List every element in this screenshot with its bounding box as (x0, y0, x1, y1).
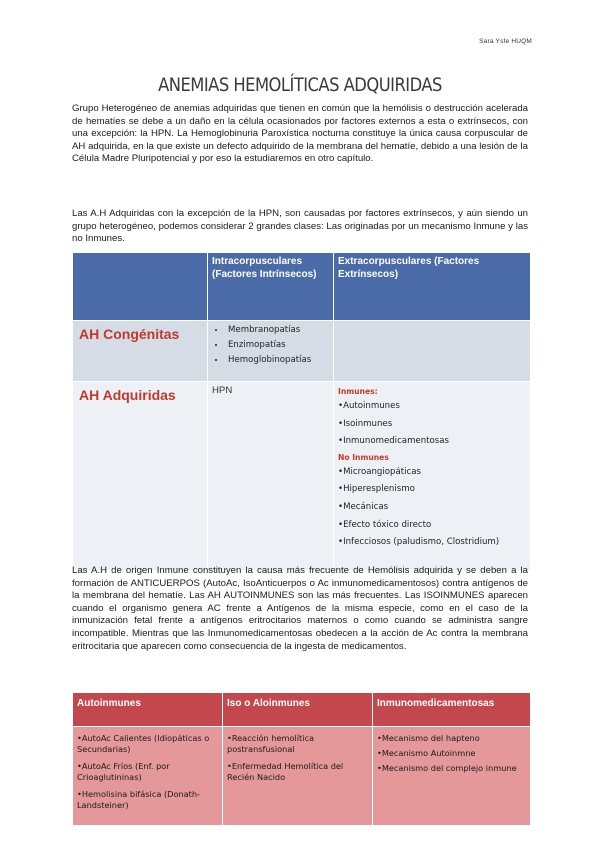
cell-congenitas-intra (208, 321, 334, 382)
header-author: Sara Ysfe HUQM (479, 38, 532, 45)
inmune-types-header (73, 693, 531, 727)
intro-paragraph: Grupo Heterogéneo de anemias adquiridas que tienen en común que la hemólisis o destrucción acelerada de hematíes se debe a un daño en la célula ocasionados por factores externos a esta o extrínsecos, con una excepción: la HPN. La Hemoglobinuria Paroxística nocturna constituye la única causa corpuscular de AH adquirida, en la que existe un defecto adquirido de la membrana del hematíe, debido a una lesión de la Célula Madre Pluripotencial y por eso la estudiaremos en otro capítulo. (72, 103, 528, 165)
list-item: • Enzimopatías (226, 338, 333, 353)
header-extracorpusculares: Extracorpusculares (Factores Extrínsecos) (334, 253, 531, 321)
classification-table (72, 252, 531, 571)
no-inmunes-label: No Inmunes (338, 452, 389, 462)
header-autoinmunes: Autoinmunes (73, 693, 223, 727)
list-item: •Efecto tóxico directo (338, 519, 432, 530)
header-intracorpusculares: Intracorpusculares (Factores Intrínsecos) (208, 253, 334, 321)
list-item: •Autoinmunes (338, 401, 400, 411)
list-item: •Hiperesplenismo (338, 484, 415, 495)
inmune-types-table (72, 692, 531, 826)
list-item: •Hemolisina bifásica (Donath-Landsteiner) (77, 789, 201, 810)
list-item: •Enfermedad Hemolítica del Recién Nacido (227, 761, 344, 782)
cell-adquiridas-intra: HPN (208, 382, 334, 571)
list-item: • Hemoglobinopatías (226, 353, 333, 368)
header-isoinmunes: Iso o Aloinmunes (223, 693, 373, 727)
inmunes-label: Inmunes: (338, 387, 378, 396)
label-adquiridas: AH Adquiridas (73, 382, 208, 571)
header-inmunomedicamentosas: Inmunomedicamentosas (373, 693, 531, 727)
list-item: •Microangiopáticas (338, 466, 421, 477)
cell-inmunomedicamentosas (373, 727, 531, 826)
row-adquiridas (73, 382, 531, 571)
list-item: •AutoAc Fríos (Enf. por Crioaglutininas) (77, 761, 170, 782)
inmune-paragraph: Las A.H de origen Inmune constituyen la causa más frecuente de Hemólisis adquirida y se deben a la formación de ANTICUERPOS (AutoAc, IsoAnticuerpos o Ac inmunomedicamentosos) contra antígenos de la membrana del hematíe. Las AH AUTOINMUNES son las más frecuentes. Las ISOINMUNES aparecen cuando el organismo genera AC frente a Antígenos de la misma especie, como en el caso de la inmunización fetal frente a antígenos eritrocitarios maternos o como cuando se administra sangre incompatible. Mientras que las Inmunomedicamentosas obedecen a la acción de Ac contra la membrana eritrocitaria que aparecen como consecuencia de la ingesta de medicamentos. (72, 565, 528, 652)
list-item: •Mecanismo del complejo inmune (377, 763, 517, 773)
label-congenitas: AH Congénitas (73, 321, 208, 382)
cell-isoinmunes (223, 727, 373, 826)
list-item: •Mecanismo del hapteno (377, 733, 480, 743)
list-item: •Mecanismo Autoinmne (377, 748, 476, 758)
inmune-types-row (73, 727, 531, 826)
cell-congenitas-extra (334, 321, 531, 382)
list-item: • Membranopatías (226, 323, 333, 338)
list-item: •Inmunomedicamentosas (338, 436, 450, 447)
list-item: •Isoinmunes (338, 418, 393, 429)
header-empty-cell (73, 253, 208, 321)
classes-paragraph: Las A.H Adquiridas con la excepción de la HPN, son causadas por factores extrínsecos, y aún siendo un grupo heterogéneo, podemos considerar 2 grandes clases: Las originadas por un mecanismo Inmune y las no Inmunes. (72, 208, 528, 245)
cell-adquiridas-extra (334, 382, 531, 571)
list-item: •Mecánicas (338, 501, 389, 512)
list-item: •Reacción hemolítica postransfusional (227, 733, 315, 754)
list-item: •Infecciosos (paludismo, Clostridium) (338, 537, 500, 548)
classification-table-header (73, 253, 531, 321)
cell-autoinmunes (73, 727, 223, 826)
list-item: •AutoAc Calientes (Idiopáticas o Secundarias) (77, 733, 210, 754)
row-congenitas (73, 321, 531, 382)
page-title: ANEMIAS HEMOLÍTICAS ADQUIRIDAS (158, 74, 442, 96)
